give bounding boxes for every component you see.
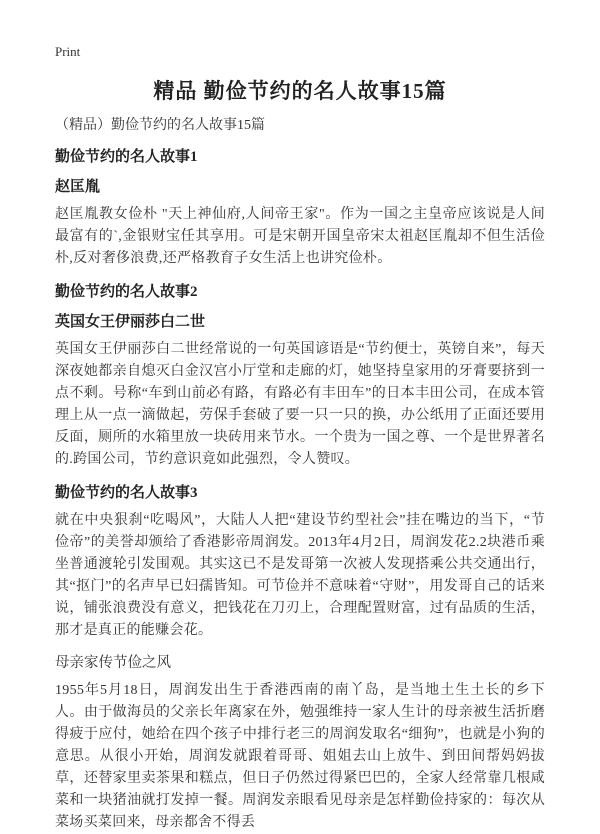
- story-2-subheading: 英国女王伊丽莎白二世: [55, 314, 206, 330]
- story-1-paragraph: 赵匡胤教女俭朴 "天上神仙府,人间帝王家"。作为一国之主皇帝应该说是人间最富有的`,金银财宝任其享用。可是宋朝开国皇帝宋太祖赵匡胤却不但生活俭朴,反对奢侈浪费,还严格教育子女生活上也讲究俭朴。: [55, 207, 545, 266]
- story-2-paragraph: 英国女王伊丽莎白二世经常说的一句英国谚语是“节约便士，英镑自来”，每天深夜她都亲自熄灭白金汉宫小厅堂和走廊的灯，她坚持皇家用的牙膏要挤到一点不剩。号称“车到山前必有路，有路必有丰田车”的日本丰田公司，在成本管理上从一点一滴做起，劳保手套破了要一只一只的换，办公纸用了正面还要用反面，厕所的水箱里放一块砖用来节水。一个贵为一国之尊、一个是世界著名的.跨国公司，节约意识竟如此强烈，令人赞叹。: [55, 342, 545, 467]
- story-3-subsection-title: 母亲家传节俭之风: [55, 655, 171, 671]
- story-3-subsection-paragraph: 1955年5月18日，周润发出生于香港西南的南丫岛，是当地土生土长的乡下人。由于做海员的父亲长年离家在外，勉强维持一家人生计的母亲被生活折磨得疲于应付，她给在四个孩子中排行老三的周润发取名“细狗”，也就是小狗的意思。从很小开始，周润发就跟着哥哥、姐姐去山上放牛、到田间帮妈妈拔草，还替家里卖茶果和糕点，但日子仍然过得紧巴巴的，全家人经常靠几根咸菜和一块猪油就打发掉一餐。周润发亲眼看见母亲是怎样勤俭持家的：每次从菜场买菜回来，母亲都舍不得丢: [55, 683, 545, 830]
- print-button[interactable]: Print: [55, 44, 81, 59]
- story-3-paragraph: 就在中央狠刹“吃喝风”，大陆人人把“建设节约型社会”挂在嘴边的当下，“节俭帝”的美誉却颁给了香港影帝周润发。2013年4月2日，周润发花2.2块港币乘坐普通渡轮引发围观。其实这已不是发哥第一次被人发现搭乘公共交通出行，其“抠门”的名声早已妇孺皆知。可节俭并不意味着“守财”，用发哥自己的话来说，铺张浪费没有意义，把钱花在刀刃上，合理配置财富，过有品质的生活，那才是真正的能赚会花。: [55, 513, 545, 638]
- page-title: 精品 勤俭节约的名人故事15篇: [153, 79, 447, 103]
- story-1-subheading: 赵匡胤: [55, 179, 101, 195]
- story-1-heading: 勤俭节约的名人故事1: [55, 149, 198, 165]
- story-3-heading: 勤俭节约的名人故事3: [55, 485, 198, 501]
- story-2-heading: 勤俭节约的名人故事2: [55, 284, 198, 300]
- page-subtitle: （精品）勤俭节约的名人故事15篇: [55, 118, 265, 133]
